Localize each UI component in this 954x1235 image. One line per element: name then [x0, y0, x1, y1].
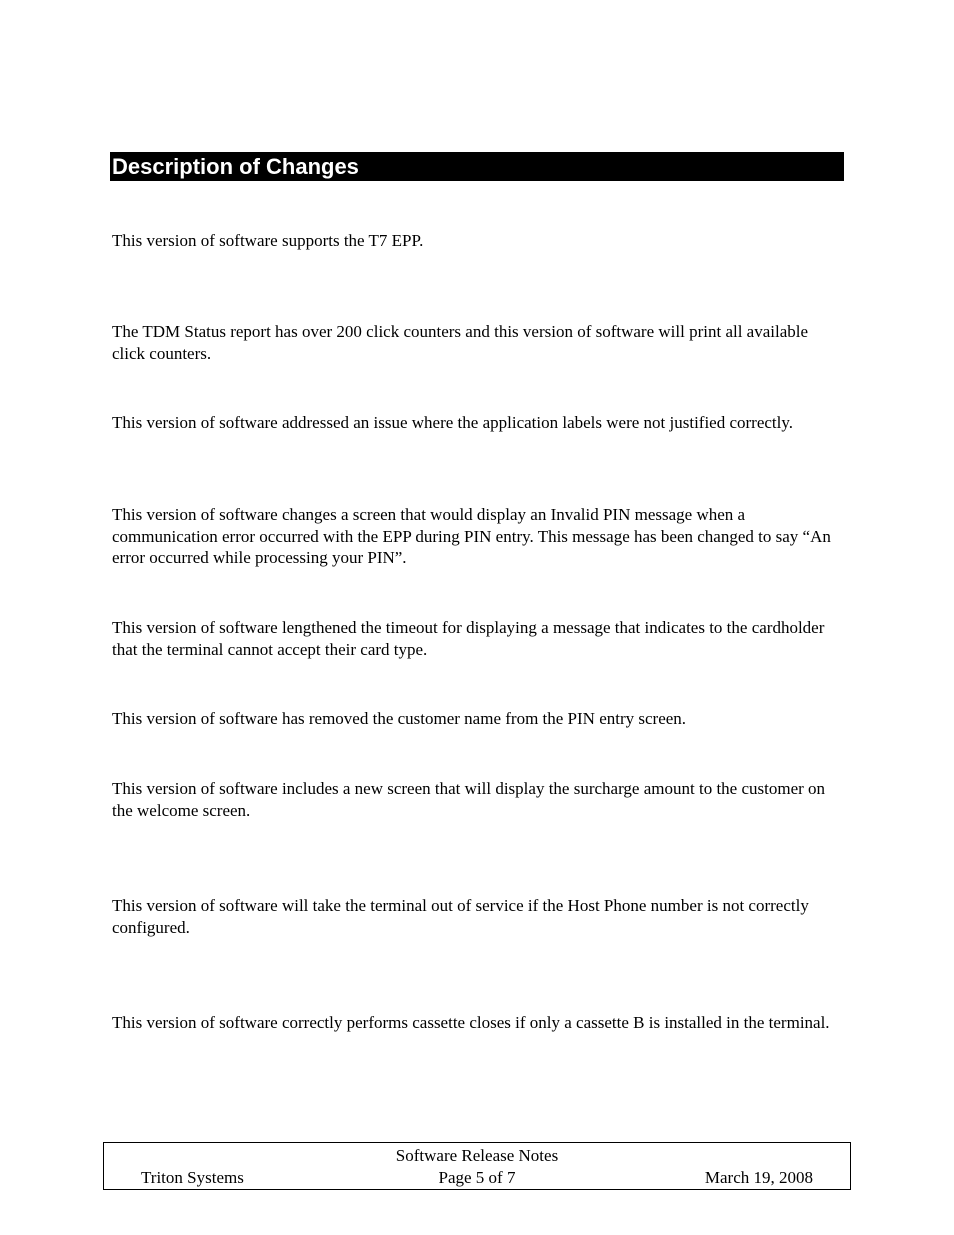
footer-company: Triton Systems: [141, 1168, 244, 1187]
section-header-banner: [110, 152, 844, 181]
change-paragraph-3: This version of software addressed an issue where the application labels were not justified correctly.: [112, 413, 794, 432]
section-title: Description of Changes: [112, 154, 359, 179]
footer-date: March 19, 2008: [704, 1168, 813, 1187]
footer-document-title: Software Release Notes: [395, 1146, 559, 1165]
page-footer: [103, 1142, 851, 1190]
change-paragraph-7: This version of software includes a new screen that will display the surcharge amount to the customer on the welcome screen.: [112, 779, 826, 820]
change-paragraph-1: This version of software supports the T7 EPP.: [112, 231, 424, 250]
change-paragraph-6: This version of software has removed the customer name from the PIN entry screen.: [112, 709, 687, 728]
change-paragraph-9: This version of software correctly performs cassette closes if only a cassette B is installed in the terminal.: [112, 1013, 830, 1032]
footer-page-number: Page 5 of 7: [438, 1168, 516, 1187]
change-paragraph-5: This version of software lengthened the timeout for displaying a message that indicates to the cardholder that the terminal cannot accept their card type.: [112, 618, 825, 659]
change-paragraph-2: The TDM Status report has over 200 click counters and this version of software will print all available click counters.: [112, 322, 809, 363]
change-paragraph-8: This version of software will take the terminal out of service if the Host Phone number is not correctly configured.: [112, 896, 809, 937]
change-paragraph-4: This version of software changes a screen that would display an Invalid PIN message when a communication error occurred with the EPP during PIN entry. This message has been changed to say “An error occurred while processing your PIN”.: [112, 505, 831, 567]
